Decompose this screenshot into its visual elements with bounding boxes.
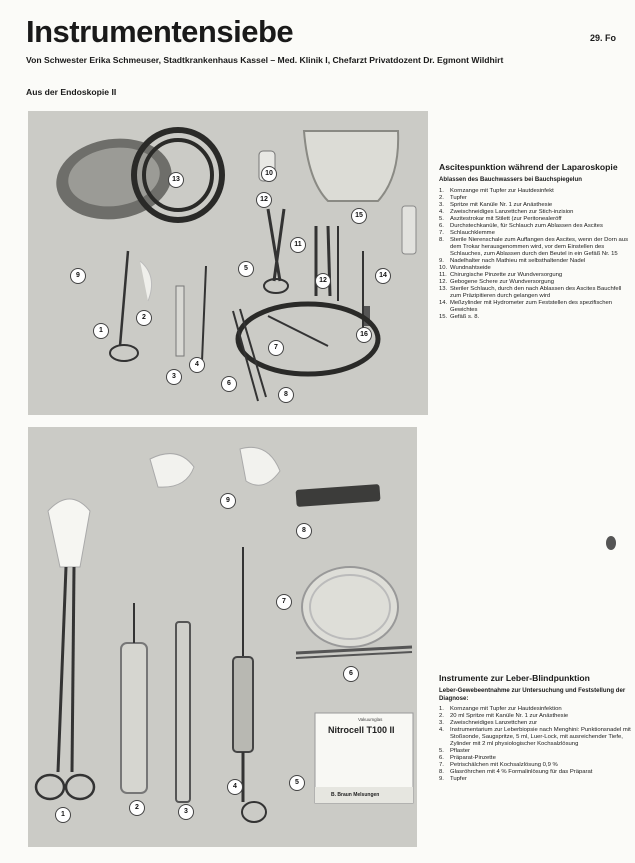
list-item: [439, 706, 632, 713]
product-box-label: Nitrocell T100 II: [328, 725, 395, 735]
item-text: Zweischneidiges Lanzettchen zur Stich-inzision: [450, 208, 574, 215]
photo-ascites-instruments: [28, 111, 428, 415]
callout-marker: 10: [261, 166, 277, 182]
callout-marker: 1: [93, 323, 109, 339]
item-number: 10.: [439, 264, 448, 271]
item-number: 7.: [439, 229, 444, 236]
item-number: 8.: [439, 236, 444, 243]
callout-marker: 5: [289, 775, 305, 791]
instrument-list: [439, 706, 632, 783]
callout-marker: 4: [227, 779, 243, 795]
item-text: Gebogene Schere zur Wundversorgung: [450, 278, 555, 285]
section-heading: Instrumente zur Leber-Blindpunktion: [439, 673, 590, 683]
instruments-illustration: [28, 427, 417, 847]
list-item: [439, 314, 632, 321]
item-text: Durchstechkanüle, für Schlauch zum Ablassen des Ascites: [450, 222, 603, 229]
callout-marker: 7: [276, 594, 292, 610]
item-text: Tupfer: [450, 194, 467, 201]
callout-marker: 2: [136, 310, 152, 326]
item-number: 3.: [439, 720, 444, 726]
list-item: [439, 237, 632, 258]
list-item: [439, 748, 632, 755]
callout-marker: 3: [178, 804, 194, 820]
list-item: [439, 720, 632, 727]
section-subheading: Leber-Gewebeentnahme zur Untersuchung und Feststellung der Diagnose:: [439, 687, 626, 702]
instrument-list: [439, 188, 632, 321]
item-text: Pflaster: [450, 748, 470, 754]
list-item: [439, 279, 632, 286]
item-number: 9.: [439, 776, 444, 782]
item-number: 5.: [439, 215, 444, 222]
callout-marker: 11: [290, 237, 306, 253]
list-item: [439, 202, 632, 209]
item-text: Kornzange mit Tupfer zur Hautdesinfekt: [450, 187, 554, 194]
item-text: Gefäß s. 8.: [450, 313, 480, 320]
item-number: 7.: [439, 762, 444, 768]
item-text: Nadelhalter nach Mathieu mit selbsthaltender Nadel: [450, 257, 586, 264]
item-number: 2.: [439, 713, 444, 719]
item-text: Spritze mit Kanüle Nr. 1 zur Anästhesie: [450, 201, 553, 208]
callout-marker: 5: [238, 261, 254, 277]
page-title: Instrumentensiebe: [26, 14, 294, 49]
item-number: 1.: [439, 706, 444, 712]
item-text: Petrischälchen mit Kochsalzlösung 0,9 %: [450, 762, 558, 768]
item-number: 6.: [439, 222, 444, 229]
callout-marker: 8: [278, 387, 294, 403]
callout-marker: 9: [220, 493, 236, 509]
list-item: [439, 713, 632, 720]
item-text: Wundnahtseide: [450, 264, 491, 271]
item-text: Zweischneidiges Lanzettchen zur: [450, 720, 538, 726]
item-text: Schlauchklemme: [450, 229, 495, 236]
callout-marker: 12: [256, 192, 272, 208]
list-item: [439, 272, 632, 279]
list-item: [439, 769, 632, 776]
section-heading: Ascitespunktion während der Laparoskopie: [439, 162, 618, 172]
list-item: [439, 258, 632, 265]
callout-marker: 12: [315, 273, 331, 289]
series-label: Aus der Endoskopie II: [26, 87, 117, 97]
item-number: 3.: [439, 201, 444, 208]
list-item: [439, 209, 632, 216]
item-number: 2.: [439, 194, 444, 201]
item-number: 14.: [439, 299, 448, 306]
item-text: Steriler Schlauch, durch den nach Ablassen des Ascites Bauchfell zum Präzipitieren durch gelangen wird: [450, 285, 622, 299]
product-box-brand: B. Braun Melsungen: [331, 792, 380, 798]
item-number: 1.: [439, 187, 444, 194]
item-text: Kornzange mit Tupfer zur Hautdesinfektion: [450, 706, 562, 712]
item-text: Glasröhrchen mit 4 % Formalinlösung für das Präparat: [450, 769, 593, 775]
item-number: 8.: [439, 769, 444, 775]
liver-biopsy-instrument-list-section: [439, 673, 632, 783]
item-number: 15.: [439, 313, 448, 320]
callout-marker: 7: [268, 340, 284, 356]
item-number: 4.: [439, 208, 444, 215]
item-number: 9.: [439, 257, 444, 264]
item-number: 11.: [439, 271, 447, 278]
item-text: Instrumentarium zur Leberbiopsie nach Menghini: Punktionsnadel mit Stoßsonde, Saugspritze, 5 ml, Luer-Lock, mit ausreichender Tiefe, Zylinder mit 2 ml physiologischer Kochsalzlösung: [450, 727, 631, 747]
byline: Von Schwester Erika Schmeuser, Stadtkrankenhaus Kassel – Med. Klinik I, Chefarzt Privatdozent Dr. Egmont Wildhirt: [26, 55, 504, 65]
item-number: 5.: [439, 748, 444, 754]
item-number: 6.: [439, 755, 444, 761]
list-item: [439, 755, 632, 762]
callout-marker: 8: [296, 523, 312, 539]
callout-marker: 4: [189, 357, 205, 373]
item-text: Präparat-Pinzette: [450, 755, 496, 761]
item-text: Aszitestrokar mit Stilett (zur Peritonealeröff: [450, 215, 562, 222]
list-item: [439, 265, 632, 272]
callout-marker: 2: [129, 800, 145, 816]
callout-marker: 15: [351, 208, 367, 224]
product-box-small-label: Vakuumglas: [358, 717, 383, 722]
list-item: [439, 286, 632, 300]
list-item: [439, 727, 632, 748]
item-text: 20 ml Spritze mit Kanüle Nr. 1 zur Anästhesie: [450, 713, 569, 719]
list-item: [439, 223, 632, 230]
list-item: [439, 762, 632, 769]
item-number: 12.: [439, 278, 448, 285]
page-number: 29. Fo: [590, 33, 617, 43]
item-text: Tupfer: [450, 776, 467, 782]
callout-marker: 3: [166, 369, 182, 385]
item-number: 4.: [439, 727, 444, 733]
callout-marker: 16: [356, 327, 372, 343]
callout-marker: 9: [70, 268, 86, 284]
list-item: [439, 188, 632, 195]
item-text: Meßzylinder mit Hydrometer zum Feststellen des spezifischen Gewichtes: [450, 299, 613, 313]
list-item: [439, 300, 632, 314]
item-text: Chirurgische Pinzette zur Wundversorgung: [450, 271, 563, 278]
callout-marker: 13: [168, 172, 184, 188]
item-text: Sterile Nierenschale zum Auffangen des Ascites, wenn der Dorn aus dem Trokar herausgenommen wird, vor dem Einstellen des Schlauches, zum Ablassen durch den Beutel in ein Gefäß Nr. 15: [450, 236, 629, 257]
list-item: [439, 776, 632, 783]
item-number: 13.: [439, 285, 448, 292]
callout-marker: 6: [343, 666, 359, 682]
list-item: [439, 195, 632, 202]
callout-marker: 14: [375, 268, 391, 284]
list-item: [439, 230, 632, 237]
section-subheading: Ablassen des Bauchwassers bei Bauchspiegelun: [439, 176, 582, 183]
ascites-instrument-list-section: [439, 162, 632, 321]
callout-marker: 1: [55, 807, 71, 823]
photo-liver-biopsy-instruments: [28, 427, 417, 847]
instruments-illustration: [28, 111, 428, 415]
list-item: [439, 216, 632, 223]
page-edge-mark: [606, 536, 616, 550]
callout-marker: 6: [221, 376, 237, 392]
